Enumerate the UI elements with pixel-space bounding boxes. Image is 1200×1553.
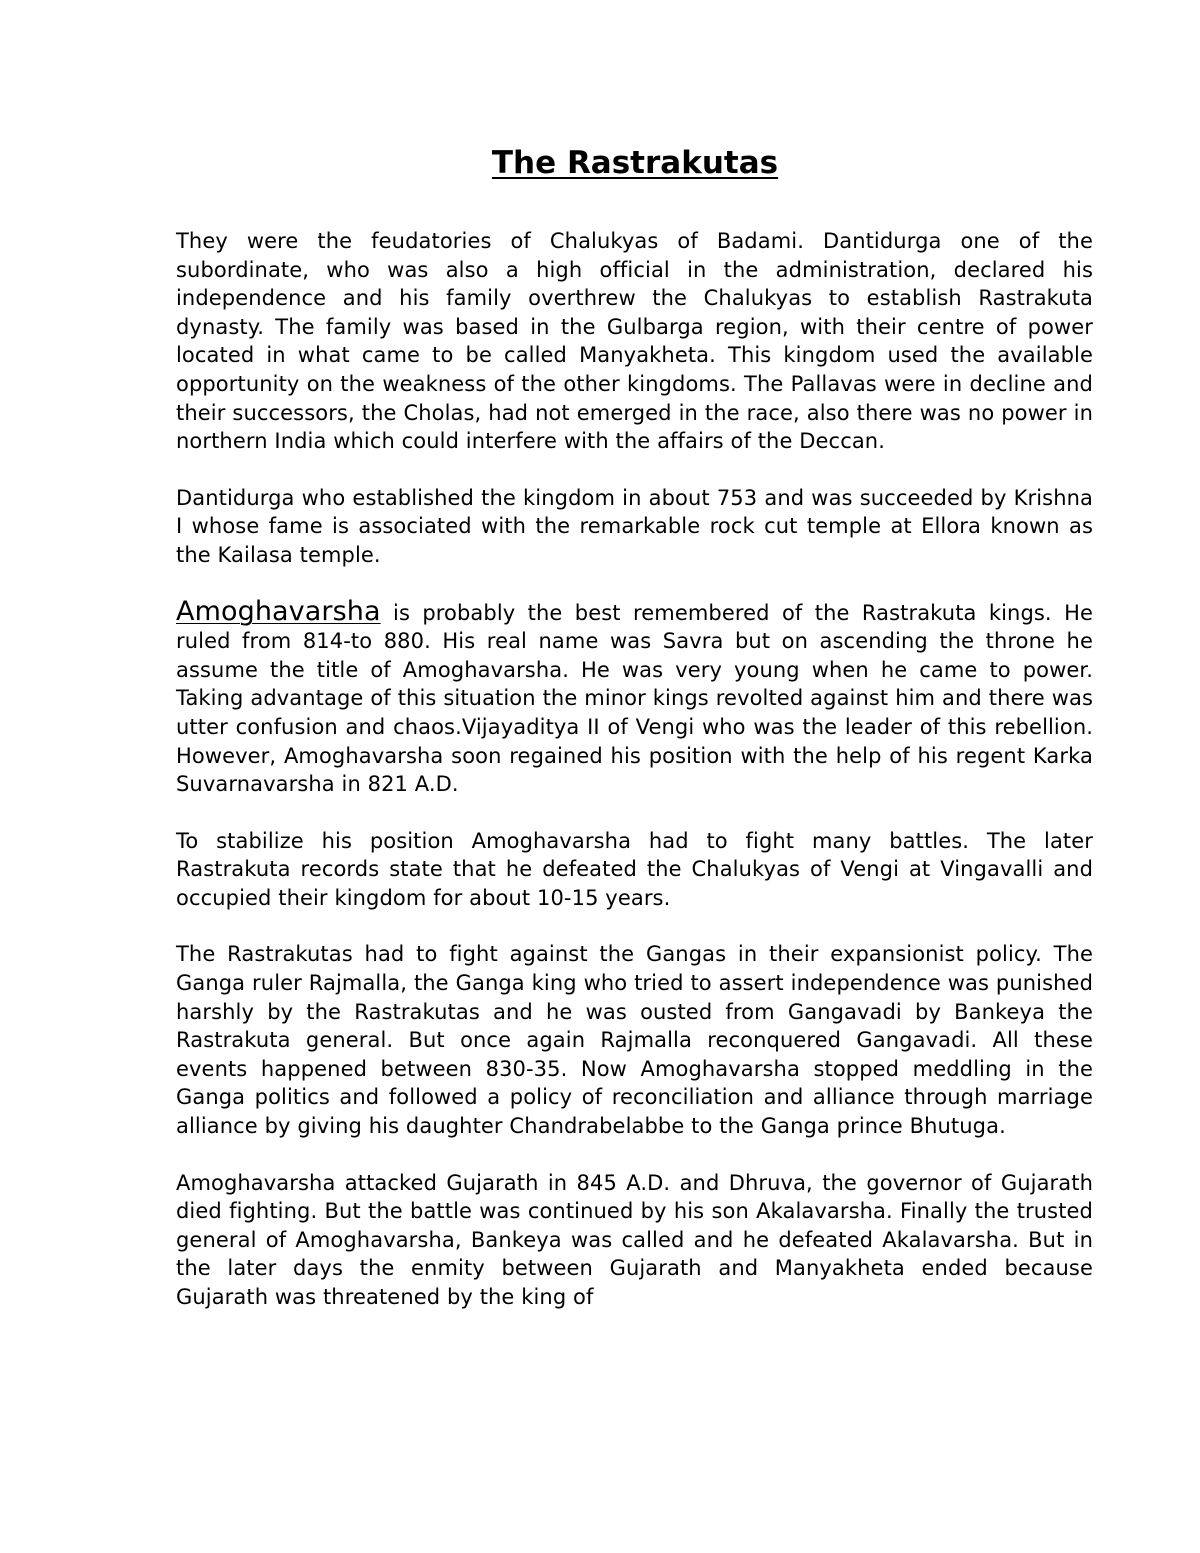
paragraph-amoghavarsha: [176, 595, 1093, 799]
paragraph-dantidurga: Dantidurga who established the kingdom in about 753 and was succeeded by Krishna I whose fame is associated with the remarkable rock cut temple at Ellora known as the Kailasa temple.: [176, 485, 1093, 567]
paragraph-stabilize-position: To stabilize his position Amoghavarsha had to fight many battles. The later Rastrakuta records state that he defeated the Chalukyas of Vengi at Vingavalli and occupied their kingdom for about 10-15 years.: [176, 828, 1093, 910]
paragraph-gujarath: Amoghavarsha attacked Gujarath in 845 A.D. and Dhruva, the governor of Gujarath died fighting. But the battle was continued by his son Akalavarsha. Finally the trusted general of Amoghavarsha, Bankeya was called and he defeated Akalavarsha. But in the later days the enmity between Gujarath and Manyakheta ended because Gujarath was threatened by the king of: [176, 1170, 1093, 1309]
document-body: [176, 227, 1093, 1340]
paragraph-feudatories: They were the feudatories of Chalukyas of Badami. Dantidurga one of the subordinate, who was also a high official in the administration, declared his independence and his family overthrew the Chalukyas to establish Rastrakuta dynasty. The family was based in the Gulbarga region, with their centre of power located in what came to be called Manyakheta. This kingdom used the available opportunity on the weakness of the other kingdoms. The Pallavas were in decline and their successors, the Cholas, had not emerged in the race, also there was no power in northern India which could interfere with the affairs of the Deccan.: [176, 229, 1093, 454]
paragraph-gangas: The Rastrakutas had to fight against the Gangas in their expansionist policy. The Ganga ruler Rajmalla, the Ganga king who tried to assert independence was punished harshly by the Rastrakutas and he was ousted from Gangavadi by Bankeya the Rastrakuta general. But once again Rajmalla reconquered Gangavadi. All these events happened between 830-35. Now Amoghavarsha stopped meddling in the Ganga politics and followed a policy of reconciliation and alliance through marriage alliance by giving his daughter Chandrabelabbe to the Ganga prince Bhutuga.: [176, 942, 1093, 1139]
page-title: The Rastrakutas: [491, 145, 779, 181]
amoghavarsha-heading-term: Amoghavarsha: [176, 595, 381, 627]
paragraph-amoghavarsha-text: is probably the best remembered of the Rastrakuta kings. He ruled from 814-to 880. His real name was Savra but on ascending the throne he assume the title of Amoghavarsha. He was very young when he came to power. Taking advantage of this situation the minor kings revolted against him and there was utter confusion and chaos.Vijayaditya II of Vengi who was the leader of this rebellion. However, Amoghavarsha soon regained his position with the help of his regent Karka Suvarnavarsha in 821 A.D.: [176, 600, 1093, 797]
